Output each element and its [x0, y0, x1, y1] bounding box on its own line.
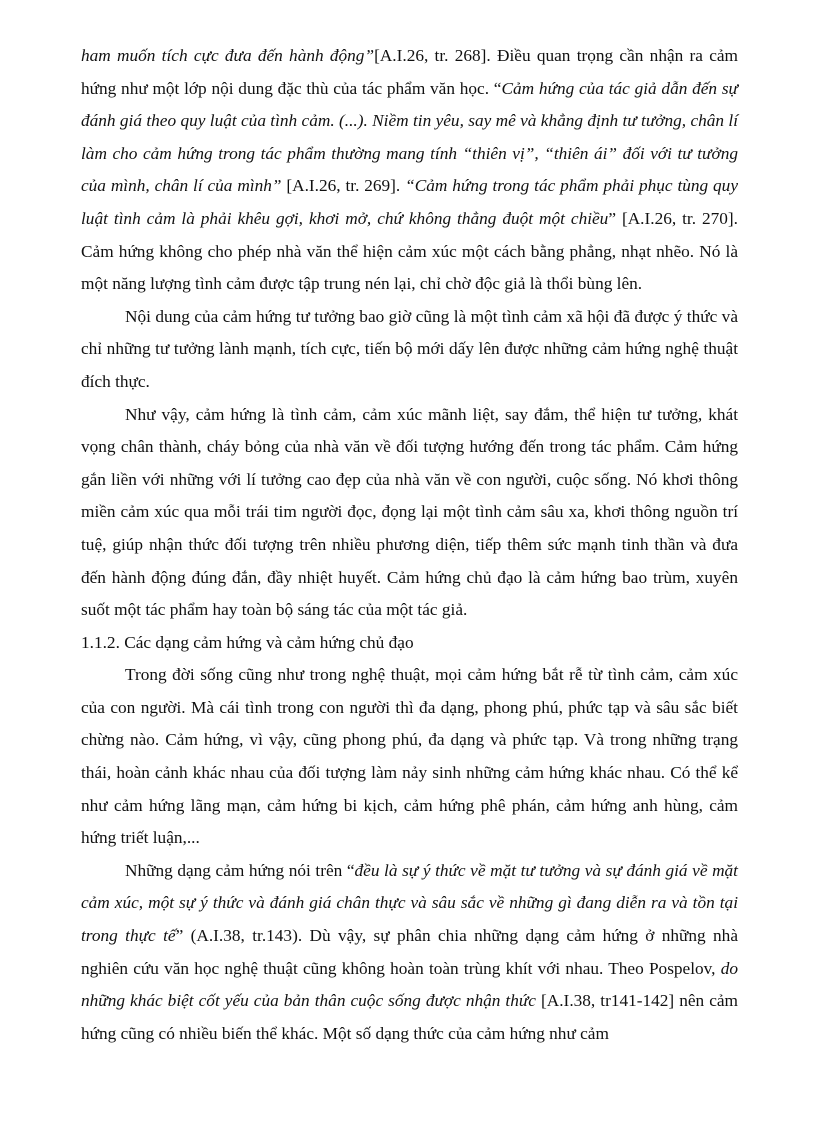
italic-quote: đều là sự ý thức về mặt tư tưởng và sự đánh giá về mặt cảm xúc, một sự ý thức và đánh giá chân thực và sâu sắc về những gì đang diễn ra và tồn tại trong thực tế: [81, 860, 738, 946]
italic-quote: ham muốn tích cực đưa đến hành động”: [81, 46, 375, 65]
paragraph-pospelov: [81, 855, 738, 1051]
heading-text: 1.1.2. Các dạng cảm hứng và cảm hứng chủ đạo: [81, 632, 414, 652]
paragraph-quotes-on-inspiration: [81, 40, 738, 301]
text-run: [A.I.26, tr. 268]. Điều quan trọng cần nhận ra cảm hứng như một lớp nội dung đặc thù của tác phẩm văn học. “: [81, 46, 738, 98]
text-run: ” [A.I.26, tr. 270]. Cảm hứng không cho phép nhà văn thể hiện cảm xúc một cách bằng phẳng, nhạt nhẽo. Nó là một năng lượng tình cảm được tập trung nén lại, chỉ chờ độc giả là thổi bùng lên.: [81, 208, 738, 294]
text-run: Nội dung của cảm hứng tư tưởng bao giờ cũng là một tình cảm xã hội đã được ý thức và chỉ những tư tưởng lành mạnh, tích cực, tiến bộ mới dấy lên được những cảm hứng nghệ thuật đích thực.: [81, 306, 738, 391]
text-run: ” (A.I.38, tr.143). Dù vậy, sự phân chia những dạng cảm hứng ở những nhà nghiên cứu văn học nghệ thuật cũng không hoàn toàn trùng khít với nhau. Theo Pospelov,: [81, 926, 738, 978]
text-run: Trong đời sống cũng như trong nghệ thuật, mọi cảm hứng bắt rễ từ tình cảm, cảm xúc của con người. Mà cái tình trong con người thì đa dạng, phong phú, phức tạp và sâu sắc biết chừng nào. Cảm hứng, vì vậy, cũng phong phú, đa dạng và phức tạp. Và trong những trạng thái, hoàn cảnh khác nhau của đối tượng làm nảy sinh những cảm hứng khác nhau. Có thể kể như cảm hứng lãng mạn, cảm hứng bi kịch, cảm hứng phê phán, cảm hứng anh hùng, cảm hứng triết luận,...: [81, 665, 738, 848]
section-heading: [81, 627, 738, 660]
paragraph-ideological-inspiration: [81, 301, 738, 399]
text-run: Những dạng cảm hứng nói trên “: [125, 860, 355, 880]
paragraph-types-of-inspiration: [81, 659, 738, 855]
citation: [A.I.26, tr. 269].: [281, 176, 406, 196]
text-run: Như vậy, cảm hứng là tình cảm, cảm xúc mãnh liệt, say đắm, thể hiện tư tưởng, khát vọng chân thành, cháy bỏng của nhà văn về đối tượng hướng đến trong tác phẩm. Cảm hứng gắn liền với những với lí tưởng cao đẹp của nhà văn về con người, cuộc sống. Nó khơi thông miền cảm xúc qua mỗi trái tim người đọc, đọng lại một tình cảm sâu xa, khơi thông nguồn trí tuệ, giúp nhận thức đối tượng trên nhiều phương diện, tiếp thêm sức mạnh tinh thần và đưa đến hành động đúng đắn, đầy nhiệt huyết. Cảm hứng chủ đạo là cảm hứng bao trùm, xuyên suốt một tác phẩm hay toàn bộ sáng tác của một tác giả.: [81, 404, 738, 620]
paragraph-inspiration-summary: [81, 399, 738, 627]
text-run: [A.I.38, tr141-142] nên cảm hứng cũng có nhiều biến thể khác. Một số dạng thức của cảm hứng như cảm: [81, 991, 738, 1043]
document-page: [81, 40, 738, 1050]
italic-quote: “Cảm hứng trong tác phẩm phải phục tùng quy luật tình cảm là phải khêu gợi, khơi mở, chứ không thẳng đuột một chiều: [81, 176, 738, 228]
italic-quote: Cảm hứng của tác giả dẫn đến sự đánh giá theo quy luật của tình cảm. (...). Niềm tin yêu, say mê và khẳng định tư tưởng, chân lí làm cho cảm hứng trong tác phẩm thường mang tính “thiên vị”, “thiên ái” đối với tư tưởng của mình, chân lí của mình”: [81, 78, 738, 196]
italic-quote: do những khác biệt cốt yếu của bản thân cuộc sống được nhận thức: [81, 958, 738, 1011]
